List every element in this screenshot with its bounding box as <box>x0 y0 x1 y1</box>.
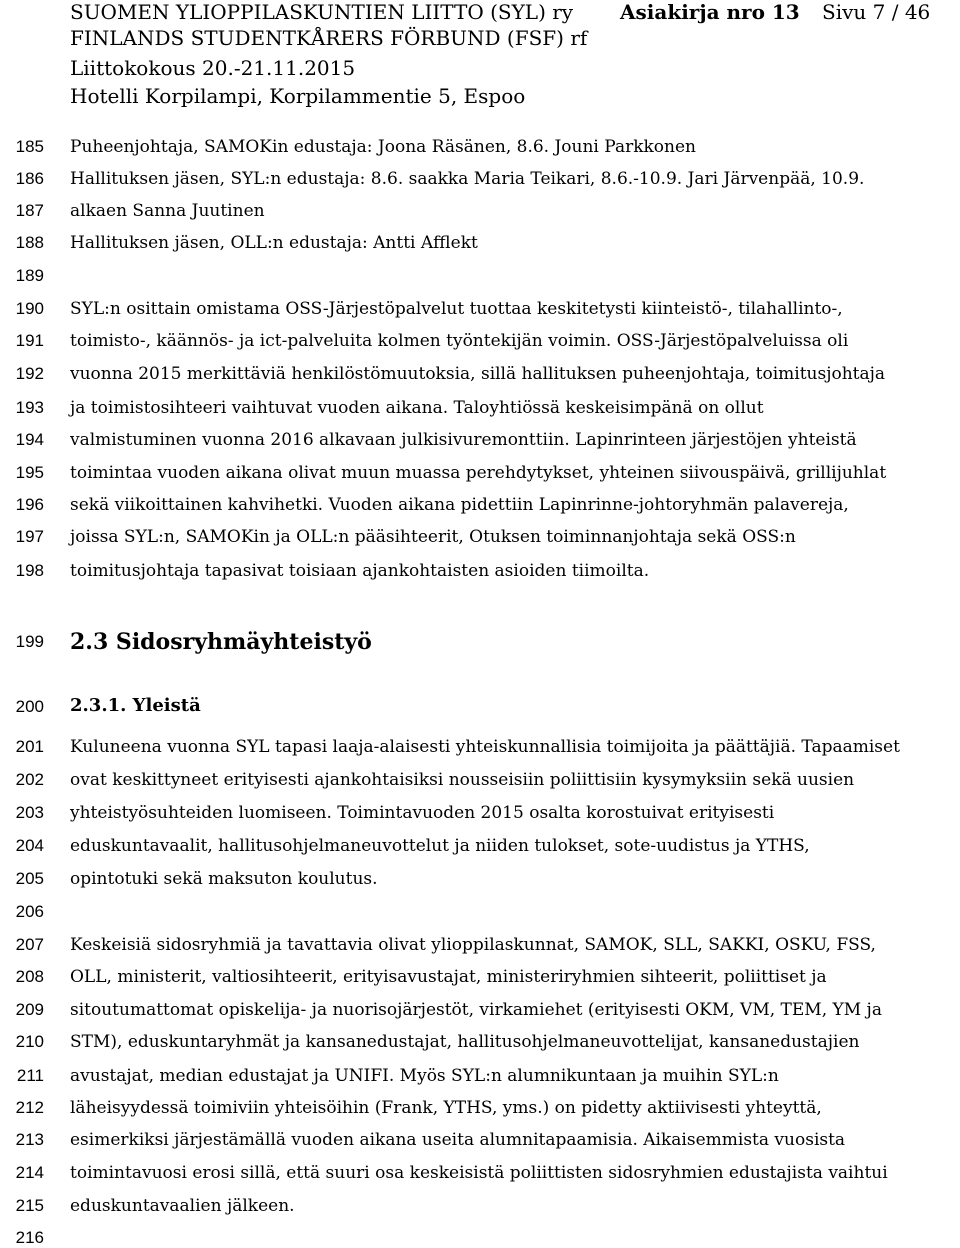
line-number: 216 <box>15 1228 44 1247</box>
line-number: 195 <box>15 463 44 482</box>
section-heading: 2.3 Sidosryhmäyhteistyö <box>70 629 372 655</box>
line-number: 191 <box>15 331 44 350</box>
text-line: Hallituksen jäsen, OLL:n edustaja: Antti Afflekt <box>70 233 478 253</box>
text-line: valmistuminen vuonna 2016 alkavaan julkisivuremonttiin. Lapinrinteen järjestöjen yhteistä <box>70 430 857 450</box>
line-number: 200 <box>15 697 44 716</box>
line-number: 187 <box>15 201 44 220</box>
text-line: ja toimistosihteeri vaihtuvat vuoden aikana. Taloyhtiössä keskeisimpänä on ollut <box>70 398 764 418</box>
line-number: 212 <box>15 1098 44 1117</box>
text-line: vuonna 2015 merkittäviä henkilöstömuutoksia, sillä hallituksen puheenjohtaja, toimitusjohtaja <box>70 364 886 384</box>
page-number: Sivu 7 / 46 <box>822 0 931 24</box>
text-line: alkaen Sanna Juutinen <box>70 201 265 221</box>
text-line: toimintavuosi erosi sillä, että suuri osa keskeisistä poliittisten sidosryhmien edustajista vaihtui <box>70 1163 888 1183</box>
line-number: 211 <box>16 1066 44 1085</box>
line-number: 215 <box>15 1196 44 1215</box>
text-line: ovat keskittyneet erityisesti ajankohtaisiksi nousseisiin poliittisiin kysymyksiin sekä uusien <box>70 770 855 790</box>
text-line: SYL:n osittain omistama OSS-Järjestöpalvelut tuottaa keskitetysti kiinteistö-, tilahallinto-, <box>70 299 843 319</box>
text-line: STM), eduskuntaryhmät ja kansanedustajat, hallitusohjelmaneuvottelijat, kansanedustajien <box>70 1032 860 1052</box>
text-line: Keskeisiä sidosryhmiä ja tavattavia olivat ylioppilaskunnat, SAMOK, SLL, SAKKI, OSKU, FSS, <box>70 935 876 955</box>
text-line: OLL, ministerit, valtiosihteerit, erityisavustajat, ministeriryhmien sihteerit, poliittiset ja <box>70 967 827 987</box>
line-number: 197 <box>15 527 44 546</box>
line-number: 186 <box>15 169 44 188</box>
line-number: 205 <box>15 869 44 888</box>
line-number: 190 <box>15 299 44 318</box>
line-number: 185 <box>15 137 44 156</box>
line-number: 194 <box>15 430 44 449</box>
line-number: 189 <box>15 266 44 285</box>
line-number: 202 <box>15 770 44 789</box>
line-number: 196 <box>15 495 44 514</box>
text-line: esimerkiksi järjestämällä vuoden aikana useita alumnitapaamisia. Aikaisemmista vuosista <box>70 1130 846 1150</box>
line-number: 192 <box>15 364 44 383</box>
text-line: eduskuntavaalit, hallitusohjelmaneuvottelut ja niiden tulokset, sote-uudistus ja YTHS, <box>70 836 810 856</box>
text-line: sitoutumattomat opiskelija- ja nuorisojärjestöt, virkamiehet (erityisesti OKM, VM, TEM, YM ja <box>70 1000 882 1020</box>
text-line: eduskuntavaalien jälkeen. <box>70 1196 295 1216</box>
line-number: 199 <box>15 632 44 651</box>
document-number: Asiakirja nro 13 <box>620 0 800 24</box>
line-number: 208 <box>15 967 44 986</box>
text-line: sekä viikoittainen kahvihetki. Vuoden aikana pidettiin Lapinrinne-johtoryhmän palavereja, <box>70 495 849 515</box>
text-line: toimintaa vuoden aikana olivat muun muassa perehdytykset, yhteinen siivouspäivä, grillijuhlat <box>70 463 887 483</box>
line-number: 207 <box>15 935 44 954</box>
line-number: 213 <box>15 1130 44 1149</box>
text-line: toimitusjohtaja tapasivat toisiaan ajankohtaisten asioiden tiimoilta. <box>70 561 650 581</box>
line-number: 188 <box>15 233 44 252</box>
header-meeting: Liittokokous 20.-21.11.2015 <box>70 56 356 80</box>
text-line: Kuluneena vuonna SYL tapasi laaja-alaisesti yhteiskunnallisia toimijoita ja päättäjiä. Tapaamiset <box>70 737 900 757</box>
subsection-heading: 2.3.1. Yleistä <box>70 695 201 716</box>
header-org-sv: FINLANDS STUDENTKÅRERS FÖRBUND (FSF) rf <box>70 26 588 50</box>
text-line: avustajat, median edustajat ja UNIFI. Myös SYL:n alumnikuntaan ja muihin SYL:n <box>70 1066 779 1086</box>
line-number: 204 <box>15 836 44 855</box>
line-number: 193 <box>15 398 44 417</box>
line-number: 210 <box>15 1032 44 1051</box>
line-number: 206 <box>15 902 44 921</box>
header-org-fi: SUOMEN YLIOPPILASKUNTIEN LIITTO (SYL) ry <box>70 0 574 24</box>
text-line: opintotuki sekä maksuton koulutus. <box>70 869 378 889</box>
text-line: Puheenjohtaja, SAMOKin edustaja: Joona Räsänen, 8.6. Jouni Parkkonen <box>70 137 697 157</box>
line-number: 201 <box>15 737 44 756</box>
text-line: Hallituksen jäsen, SYL:n edustaja: 8.6. saakka Maria Teikari, 8.6.-10.9. Jari Järvenpää, 10.9. <box>70 169 865 189</box>
text-line: läheisyydessä toimiviin yhteisöihin (Frank, YTHS, yms.) on pidetty aktiivisesti yhteyttä, <box>70 1098 822 1118</box>
header-venue: Hotelli Korpilampi, Korpilammentie 5, Espoo <box>70 84 526 108</box>
text-line: joissa SYL:n, SAMOKin ja OLL:n pääsihteerit, Otuksen toiminnanjohtaja sekä OSS:n <box>70 527 796 547</box>
line-number: 209 <box>15 1000 44 1019</box>
line-number: 198 <box>15 561 44 580</box>
line-number: 203 <box>15 803 44 822</box>
line-number: 214 <box>15 1163 44 1182</box>
text-line: toimisto-, käännös- ja ict-palveluita kolmen työntekijän voimin. OSS-Järjestöpalveluissa oli <box>70 331 849 351</box>
text-line: yhteistyösuhteiden luomiseen. Toimintavuoden 2015 osalta korostuivat erityisesti <box>70 803 775 823</box>
